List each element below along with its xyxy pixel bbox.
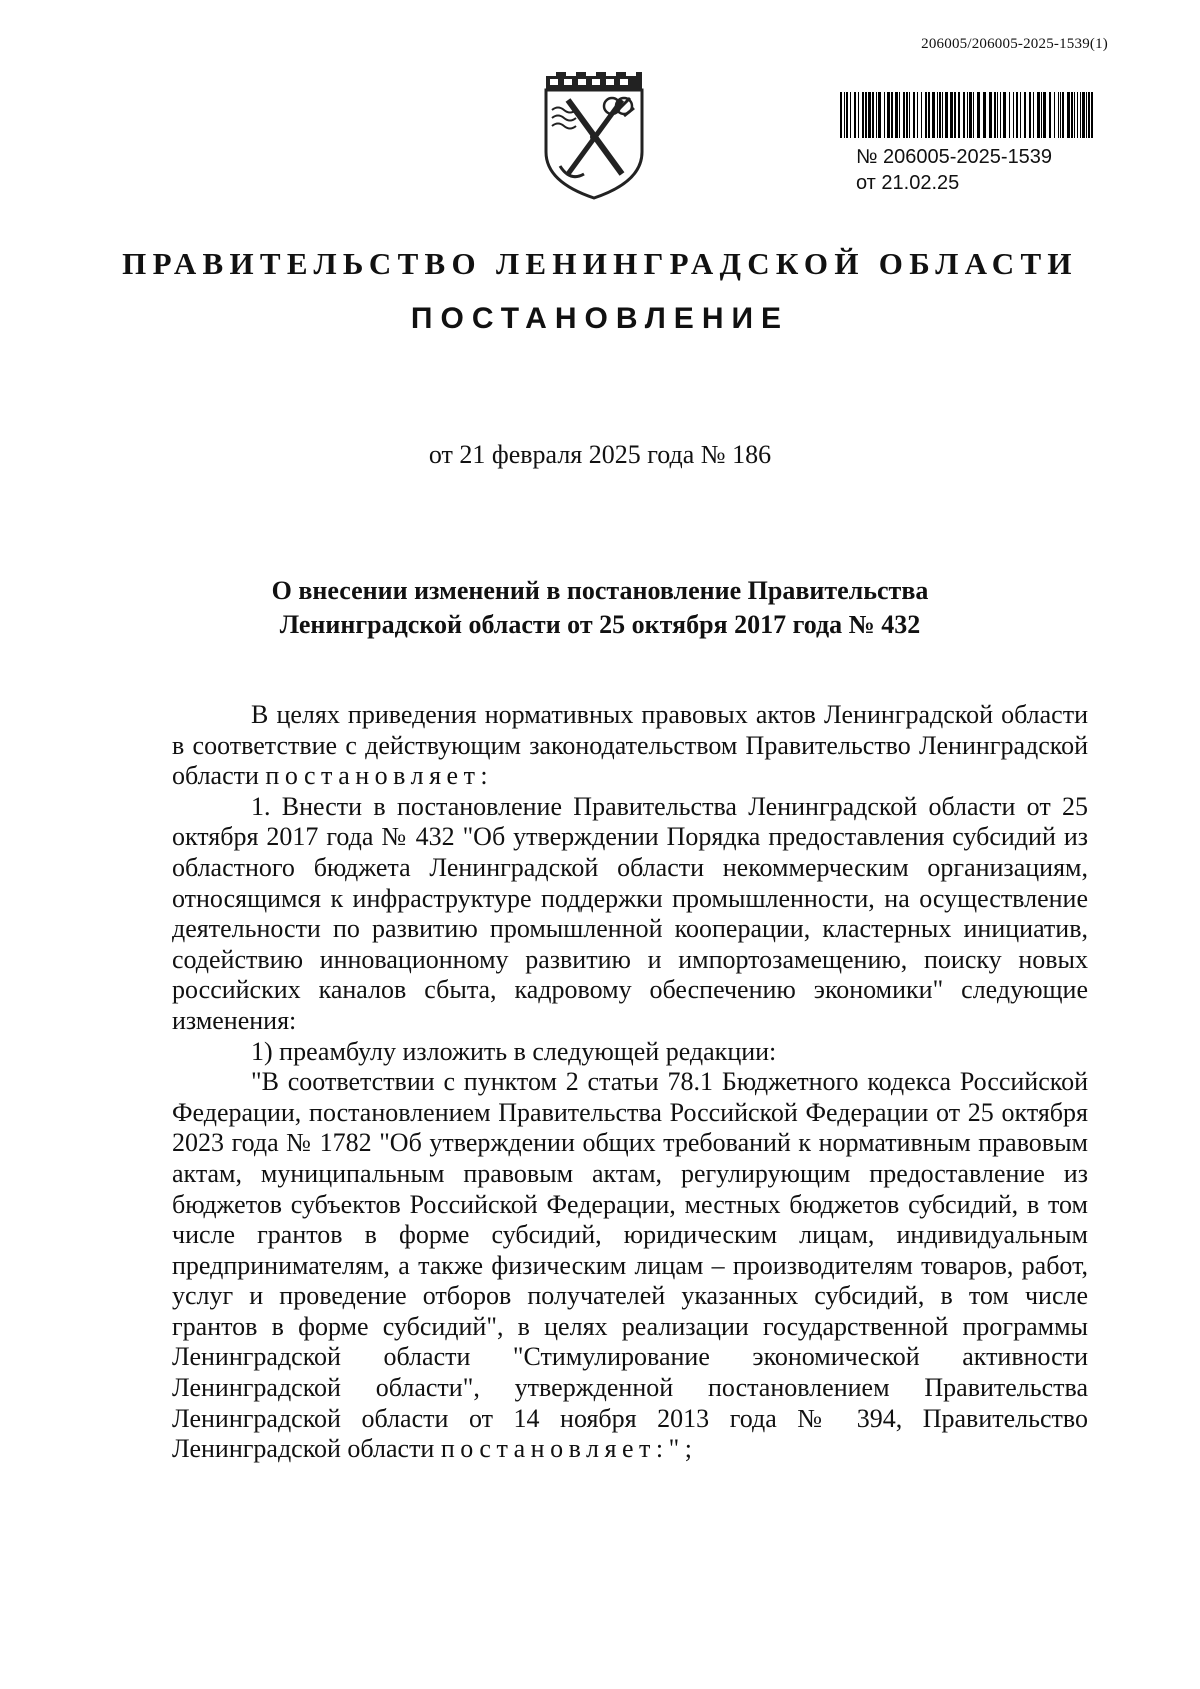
barcode-bar	[1071, 92, 1073, 138]
barcode-bar	[1016, 92, 1018, 138]
coat-of-arms-icon	[540, 70, 648, 202]
barcode-bar	[862, 92, 864, 138]
barcode-bar	[989, 92, 992, 138]
new-preamble-resolves-word: постановляет:";	[440, 1434, 698, 1464]
barcode-bar	[1054, 92, 1055, 138]
barcode-bar	[928, 92, 930, 138]
barcode-bar	[1049, 92, 1051, 138]
barcode-bar	[1062, 92, 1064, 138]
barcode-bar	[865, 92, 867, 138]
subject-line-2: Ленинградской области от 25 октября 2017 года № 432	[279, 610, 921, 639]
barcode-bar	[1013, 92, 1014, 138]
barcode-bar	[967, 92, 968, 138]
barcode-bar	[954, 92, 956, 138]
barcode-bar	[973, 92, 974, 138]
preamble-text: В целях приведения нормативных правовых актов Ленинградской области в соответствие с действующим законодательством Правительство Ленинградской области	[172, 700, 1088, 791]
barcode-bar	[1086, 92, 1087, 138]
barcode-bar	[840, 92, 842, 138]
barcode-bar	[1067, 92, 1070, 138]
barcode-bar	[891, 92, 893, 138]
barcode-bar	[983, 92, 986, 138]
decree-subject	[0, 574, 1200, 642]
barcode-bar	[1020, 92, 1021, 138]
barcode-bar	[913, 92, 915, 138]
barcode-bar	[921, 92, 922, 138]
barcode-bar	[925, 92, 927, 138]
barcode-bar	[1082, 92, 1085, 138]
new-preamble-text: "В соответствии с пунктом 2 статьи 78.1 Бюджетного кодекса Российской Федерации, постановлением Правительства Российской Федерации от 25 октября 2023 года № 1782 "Об утверждении общих требований к нормативным правовым актам, муниципальным правовым актам, регулирующим предоставление из бюджетов субъектов Российской Федерации, местных бюджетов субсидий, в том числе грантов в форме субсидий, юридическим лицам, индивидуальным предпринимателям, а также физическим лицам – производителям товаров, работ, услуг и проведение отборов получателей указанных субсидий, в том числе грантов в форме субсидий", в целях реализации государственной программы Ленинградской области "Стимулирование экономической активности Ленинградской области", утвержденной постановлением Правительства Ленинградской области от 14 ноября 2013 года № 394, Правительство Ленинградской области	[172, 1067, 1088, 1464]
barcode-bar	[1024, 92, 1026, 138]
barcode-bar	[997, 92, 998, 138]
barcode-bar	[858, 92, 859, 138]
barcode-bar	[906, 92, 908, 138]
document-id: 206005/206005-2025-1539(1)	[921, 36, 1108, 52]
barcode-bar	[1003, 92, 1006, 138]
resolves-word: постановляет:	[265, 761, 494, 791]
barcode-bar	[977, 92, 980, 138]
barcode-bar	[1029, 92, 1031, 138]
barcode-bar	[887, 92, 890, 138]
barcode-bar	[1074, 92, 1075, 138]
barcode-bar	[1080, 92, 1081, 138]
document-type: ПОСТАНОВЛЕНИЕ	[410, 302, 790, 335]
barcode-bar	[844, 92, 845, 138]
barcode-bar	[850, 92, 851, 138]
barcode-bar	[945, 92, 948, 138]
barcode-bar	[994, 92, 996, 138]
barcode-bar	[895, 92, 898, 138]
barcode-bar	[868, 92, 871, 138]
barcode-bar	[1058, 92, 1059, 138]
barcode-bar	[958, 92, 960, 138]
barcode-bar	[969, 92, 972, 138]
barcode-bar	[872, 92, 874, 138]
barcode-bar	[846, 92, 848, 138]
barcode-bar	[899, 92, 900, 138]
decree-date-number: от 21 февраля 2025 года № 186	[428, 440, 772, 469]
barcode-bar	[878, 92, 881, 138]
barcode-bar	[937, 92, 938, 138]
barcode-bar	[963, 92, 965, 138]
barcode-bar	[1091, 92, 1093, 138]
barcode-bar	[1077, 92, 1078, 138]
new-preamble-paragraph	[172, 1067, 1088, 1465]
barcode-bar	[884, 92, 885, 138]
barcode-bar	[1060, 92, 1061, 138]
barcode-bar	[909, 92, 910, 138]
barcode-bar	[1000, 92, 1001, 138]
government-title: ПРАВИТЕЛЬСТВО ЛЕНИНГРАДСКОЙ ОБЛАСТИ	[122, 246, 1078, 281]
barcode-icon	[838, 92, 1096, 138]
barcode-bar	[939, 92, 941, 138]
preamble-paragraph	[172, 700, 1088, 792]
subclause-1-paragraph: 1) преамбулу изложить в следующей редакции:	[251, 1036, 777, 1066]
barcode-bar	[1009, 92, 1010, 138]
decree-body	[172, 700, 1088, 1465]
barcode-bar	[1033, 92, 1034, 138]
barcode-bar	[1088, 92, 1090, 138]
clause-1-paragraph: 1. Внести в постановление Правительства Ленинградской области от 25 октября 2017 года № 432 "Об утверждении Порядка предоставления субсидий из областного бюджета Ленинградской области некоммерческим организациям, относящимся к инфраструктуре поддержки промышленности, на осуществление деятельности по развитию промышленной кооперации, кластерных инициатив, содействию инновационному развитию и импортозамещению, поиску новых российских каналов сбыта, кадровому обеспечению экономики" следующие изменения:	[172, 791, 1088, 1035]
subject-line-1: О внесении изменений в постановление Правительства	[271, 576, 929, 605]
barcode-bar	[932, 92, 935, 138]
barcode-bar	[903, 92, 905, 138]
registration-date: от 21.02.25	[856, 172, 960, 194]
barcode-bar	[950, 92, 953, 138]
barcode-bar	[917, 92, 918, 138]
registration-number: № 206005-2025-1539	[856, 146, 1053, 168]
barcode-bar	[1037, 92, 1040, 138]
barcode-bar	[854, 92, 856, 138]
barcode-bar	[942, 92, 943, 138]
barcode-bar	[1041, 92, 1042, 138]
barcode-bar	[876, 92, 877, 138]
barcode-bar	[1043, 92, 1046, 138]
